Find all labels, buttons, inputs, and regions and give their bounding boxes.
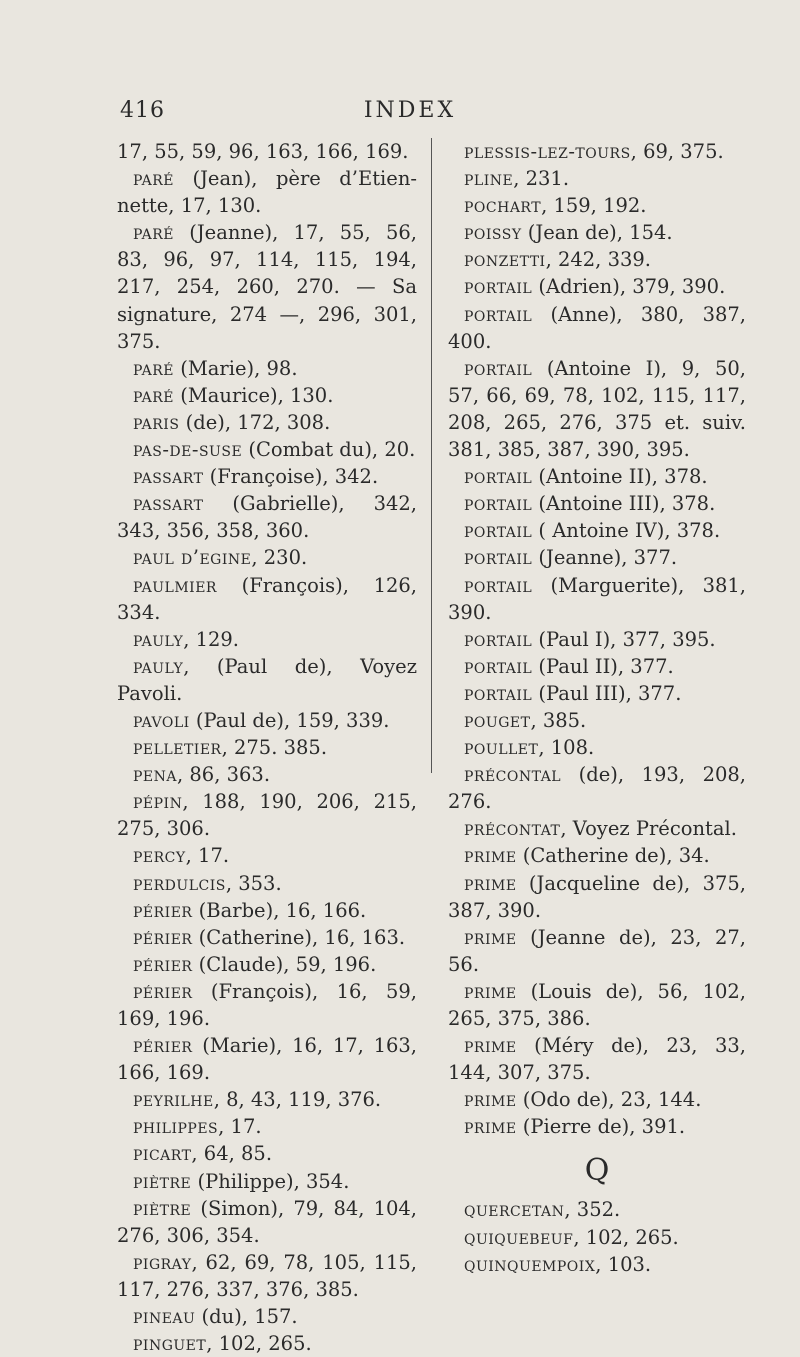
index-entry bbox=[448, 301, 746, 355]
entry-name: portail bbox=[464, 356, 533, 380]
entry-name: paulmier bbox=[133, 573, 217, 597]
entry-name: perdulcis bbox=[133, 871, 226, 895]
entry-name: paul d’egine bbox=[133, 546, 252, 570]
entry-name: pauly bbox=[133, 627, 184, 651]
entry-references: , 64, 85. bbox=[191, 1142, 273, 1166]
entry-references: (Méry de), 23, 33, 144, 307, 375. bbox=[448, 1034, 746, 1085]
index-entry bbox=[448, 165, 746, 192]
index-entry bbox=[448, 842, 746, 869]
entry-name: quiquebeuf bbox=[464, 1225, 574, 1249]
index-entry bbox=[448, 219, 746, 246]
entry-references: 17, 55, 59, 96, 163, 166, 169. bbox=[117, 140, 409, 163]
index-entry bbox=[117, 707, 417, 734]
index-entry bbox=[117, 463, 417, 490]
index-entry bbox=[448, 978, 746, 1032]
entry-name: passart bbox=[133, 465, 204, 489]
index-entry bbox=[448, 707, 746, 734]
entry-references: (Catherine), 16, 163. bbox=[192, 925, 406, 949]
entry-name: pineau bbox=[133, 1305, 196, 1329]
index-entry bbox=[117, 436, 417, 463]
entry-name: pena bbox=[133, 763, 177, 787]
entry-name: plessis-lez-tours bbox=[464, 140, 631, 163]
entry-references: (Marguerite), 381, 390. bbox=[448, 573, 746, 624]
entry-name: pépin bbox=[133, 790, 183, 814]
entry-references: (Françoise), 342. bbox=[203, 465, 379, 489]
entry-name: périer bbox=[133, 1034, 193, 1058]
index-entry bbox=[117, 626, 417, 653]
index-entry bbox=[117, 1086, 417, 1113]
index-entry bbox=[448, 1251, 746, 1278]
entry-references: , 352. bbox=[564, 1198, 621, 1222]
index-entry bbox=[448, 1113, 746, 1140]
entry-references: (Paul I), 377, 395. bbox=[532, 627, 716, 651]
entry-name: périer bbox=[133, 898, 193, 922]
entry-references: (Paul de), 159, 339. bbox=[189, 708, 390, 732]
index-entry bbox=[117, 951, 417, 978]
entry-references: (Jean), père d’Etiennette, 17, 130. bbox=[117, 167, 417, 218]
right-column bbox=[448, 138, 746, 1278]
entry-name: philippes bbox=[133, 1115, 219, 1139]
entry-name: quercetan bbox=[464, 1198, 565, 1222]
index-entry bbox=[117, 897, 417, 924]
entry-references: (Antoine II), 378. bbox=[532, 465, 708, 489]
index-entry bbox=[117, 490, 417, 544]
entry-references: (Jeanne de), 23, 27, 56. bbox=[448, 925, 746, 976]
entry-name: pochart bbox=[464, 194, 542, 218]
entry-references: (Jean de), 154. bbox=[521, 221, 673, 245]
entry-references: (Marie), 16, 17, 163, 166, 169. bbox=[117, 1034, 417, 1085]
entry-references: , 129. bbox=[183, 627, 240, 651]
entry-references: (Barbe), 16, 166. bbox=[192, 898, 367, 922]
index-entry bbox=[448, 273, 746, 300]
index-entry bbox=[117, 924, 417, 951]
entry-references: , 102, 265. bbox=[206, 1332, 312, 1356]
entry-name: portail bbox=[464, 681, 533, 705]
entry-name: paré bbox=[133, 356, 175, 380]
entry-name: percy bbox=[133, 844, 186, 868]
letter-heading: Q bbox=[584, 1153, 610, 1189]
entry-name: pouget bbox=[464, 708, 531, 732]
entry-name: portail bbox=[464, 654, 533, 678]
index-entry bbox=[448, 1196, 746, 1223]
entry-name: piètre bbox=[133, 1196, 192, 1220]
entry-name: pelletier bbox=[133, 736, 222, 760]
entry-name: portail bbox=[464, 573, 533, 597]
entry-name: pline bbox=[464, 167, 514, 191]
entry-references: , 231. bbox=[513, 167, 570, 191]
entry-references: , 62, 69, 78, 105, 115, 117, 276, 337, 376, 385. bbox=[117, 1250, 417, 1301]
entry-name: portail bbox=[464, 465, 533, 489]
index-entry bbox=[448, 138, 746, 165]
entry-references: , 17. bbox=[185, 844, 230, 868]
index-entry bbox=[117, 138, 417, 165]
index-entry bbox=[117, 382, 417, 409]
entry-references: (Jeanne), 377. bbox=[532, 546, 678, 570]
index-entry bbox=[448, 463, 746, 490]
entry-references: , 353. bbox=[225, 871, 282, 895]
entry-name: prime bbox=[464, 1034, 517, 1058]
entry-name: prime bbox=[464, 925, 517, 949]
entry-name: portail bbox=[464, 519, 533, 543]
entry-name: périer bbox=[133, 979, 193, 1003]
entry-name: portail bbox=[464, 492, 533, 516]
entry-references: (Antoine III), 378. bbox=[532, 492, 716, 516]
index-entry bbox=[117, 842, 417, 869]
index-entry bbox=[448, 626, 746, 653]
entry-references: , 86, 363. bbox=[177, 763, 271, 787]
entry-name: poissy bbox=[464, 221, 522, 245]
index-entry bbox=[448, 1224, 746, 1251]
index-entry bbox=[117, 1032, 417, 1086]
entry-name: prime bbox=[464, 1115, 517, 1139]
entry-name: précontal bbox=[464, 763, 562, 787]
entry-references: (du), 157. bbox=[195, 1305, 298, 1329]
index-entry bbox=[448, 490, 746, 517]
entry-references: (Anne), 380, 387, 400. bbox=[448, 302, 746, 353]
index-entry bbox=[448, 246, 746, 273]
entry-name: portail bbox=[464, 275, 533, 299]
entry-references: (de), 172, 308. bbox=[179, 410, 331, 434]
entry-name: périer bbox=[133, 952, 193, 976]
index-entry bbox=[448, 1032, 746, 1086]
entry-references: , 159, 192. bbox=[541, 194, 647, 218]
entry-references: (Simon), 79, 84, 104, 276, 306, 354. bbox=[117, 1196, 417, 1247]
entry-name: ponzetti bbox=[464, 248, 546, 272]
entry-references: (Odo de), 23, 144. bbox=[516, 1088, 702, 1112]
entry-references: (Pierre de), 391. bbox=[516, 1115, 686, 1139]
entry-references: (Adrien), 379, 390. bbox=[532, 275, 726, 299]
entry-name: prime bbox=[464, 979, 517, 1003]
entry-name: prime bbox=[464, 871, 517, 895]
entry-name: picart bbox=[133, 1142, 192, 1166]
entry-references: (Jeanne), 17, 55, 56, 83, 96, 97, 114, 115, 194, 217, 254, 260, 270. — Sa signature, 274 —, 296, 301, 375. bbox=[117, 221, 417, 353]
entry-references: (Antoine I), 9, 50, 57, 66, 69, 78, 102, 115, 117, 208, 265, 276, 375 et. suiv. 381, 385, 387, 390, 395. bbox=[448, 356, 746, 462]
index-entry bbox=[117, 544, 417, 571]
entry-name: portail bbox=[464, 302, 533, 326]
entry-references: (François), 126, 334. bbox=[117, 573, 417, 624]
index-entry bbox=[117, 409, 417, 436]
entry-name: précontat bbox=[464, 817, 561, 841]
entry-name: paré bbox=[133, 167, 175, 191]
entry-references: , 230. bbox=[251, 546, 308, 570]
index-entry bbox=[117, 165, 417, 219]
entry-name: pavoli bbox=[133, 708, 190, 732]
entry-name: peyrilhe bbox=[133, 1088, 214, 1112]
entry-references: , 108. bbox=[538, 736, 595, 760]
index-entry bbox=[448, 1086, 746, 1113]
entry-references: , 102, 265. bbox=[573, 1225, 679, 1249]
entry-references: , 275. 385. bbox=[221, 736, 328, 760]
index-entry bbox=[448, 815, 746, 842]
column-divider bbox=[431, 138, 432, 773]
entry-name: pinguet bbox=[133, 1332, 207, 1356]
index-entry bbox=[117, 734, 417, 761]
entry-references: , Voyez Précontal. bbox=[560, 817, 737, 841]
entry-name: pauly bbox=[133, 654, 184, 678]
left-column bbox=[117, 138, 417, 1357]
entry-references: (Maurice), 130. bbox=[174, 383, 334, 407]
entry-references: (de), 193, 208, 276. bbox=[448, 763, 746, 814]
page-number: 416 bbox=[120, 98, 165, 123]
entry-references: , 69, 375. bbox=[630, 140, 724, 163]
entry-references: (Jacqueline de), 375, 387, 390. bbox=[448, 871, 746, 922]
index-entry bbox=[117, 761, 417, 788]
index-entry bbox=[448, 544, 746, 571]
index-entry bbox=[448, 653, 746, 680]
entry-name: périer bbox=[133, 925, 193, 949]
entry-name: paris bbox=[133, 410, 180, 434]
entry-name: pigray bbox=[133, 1250, 192, 1274]
index-entry bbox=[117, 653, 417, 707]
index-entry bbox=[117, 870, 417, 897]
index-entry bbox=[117, 355, 417, 382]
entry-name: piètre bbox=[133, 1169, 192, 1193]
entry-name: quinquempoix bbox=[464, 1252, 596, 1276]
index-entry bbox=[448, 734, 746, 761]
index-entry bbox=[117, 1249, 417, 1303]
index-entry bbox=[117, 1140, 417, 1167]
q-entries bbox=[448, 1196, 746, 1277]
index-entry bbox=[117, 1113, 417, 1140]
entry-name: passart bbox=[133, 492, 204, 516]
entry-references: , 188, 190, 206, 215, 275, 306. bbox=[117, 790, 417, 841]
entry-references: (Paul III), 377. bbox=[532, 681, 682, 705]
index-entry bbox=[448, 572, 746, 626]
index-entry bbox=[117, 788, 417, 842]
index-entry bbox=[117, 978, 417, 1032]
index-entry bbox=[117, 219, 417, 354]
index-entry bbox=[117, 1330, 417, 1357]
entry-references: (Gabrielle), 342, 343, 356, 358, 360. bbox=[117, 492, 417, 543]
index-entry bbox=[117, 1195, 417, 1249]
entry-name: portail bbox=[464, 627, 533, 651]
entry-references: , 242, 339. bbox=[545, 248, 651, 272]
index-entry bbox=[117, 1303, 417, 1330]
right-entries bbox=[448, 138, 746, 1140]
entry-references: (Paul II), 377. bbox=[532, 654, 674, 678]
entry-name: portail bbox=[464, 546, 533, 570]
entry-references: (Marie), 98. bbox=[174, 356, 298, 380]
index-entry bbox=[448, 355, 746, 463]
entry-references: , 103. bbox=[595, 1252, 652, 1276]
entry-name: paré bbox=[133, 383, 175, 407]
entry-references: (François), 16, 59, 169, 196. bbox=[117, 979, 417, 1030]
entry-references: , (Paul de), Voyez Pavoli. bbox=[117, 654, 417, 705]
page-header bbox=[120, 98, 700, 128]
entry-references: (Combat du), 20. bbox=[242, 438, 416, 462]
index-entry bbox=[448, 517, 746, 544]
entry-name: pas-de-suse bbox=[133, 438, 243, 462]
running-title: INDEX bbox=[363, 98, 457, 123]
entry-references: ( Antoine IV), 378. bbox=[532, 519, 721, 543]
entry-name: prime bbox=[464, 844, 517, 868]
entry-name: poullet bbox=[464, 736, 539, 760]
entry-references: (Claude), 59, 196. bbox=[192, 952, 377, 976]
index-entry bbox=[448, 924, 746, 978]
index-entry bbox=[448, 680, 746, 707]
entry-references: , 8, 43, 119, 376. bbox=[213, 1088, 382, 1112]
entry-name: prime bbox=[464, 1088, 517, 1112]
entry-references: (Louis de), 56, 102, 265, 375, 386. bbox=[448, 979, 746, 1030]
index-entry bbox=[448, 870, 746, 924]
entry-name: paré bbox=[133, 221, 175, 245]
entry-references: (Philippe), 354. bbox=[191, 1169, 350, 1193]
entry-references: , 17. bbox=[218, 1115, 262, 1139]
index-entry bbox=[448, 761, 746, 815]
entry-references: (Catherine de), 34. bbox=[516, 844, 710, 868]
entry-references: , 385. bbox=[530, 708, 587, 732]
index-entry bbox=[448, 192, 746, 219]
index-entry bbox=[117, 572, 417, 626]
index-entry bbox=[117, 1168, 417, 1195]
